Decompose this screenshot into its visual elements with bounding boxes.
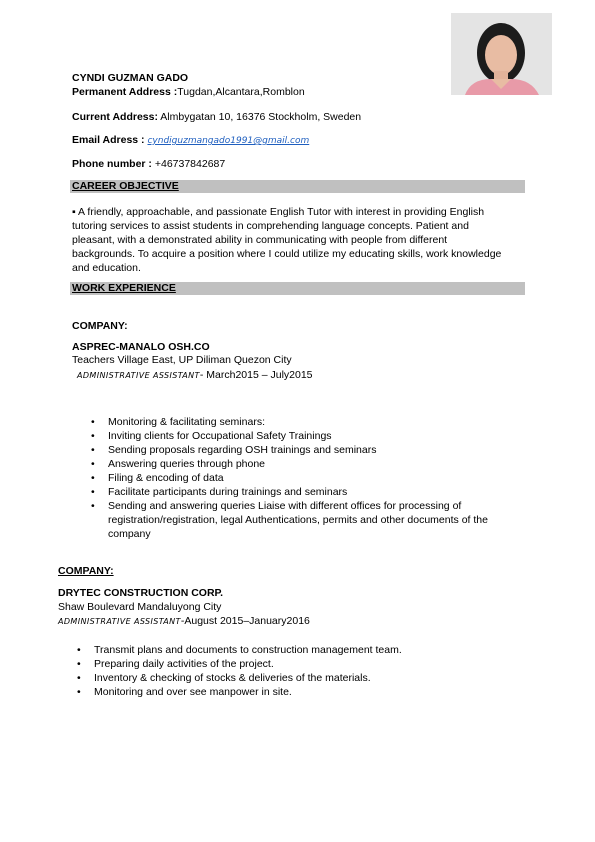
bullet-icon: • (77, 686, 81, 698)
phone-value: +46737842687 (154, 158, 226, 170)
list-item: • Facilitate participants during trainings and seminars (91, 486, 348, 498)
list-item: • Answering queries through phone (91, 458, 266, 470)
company-address: Shaw Boulevard Mandaluyong City (58, 601, 222, 613)
job-period: - March2015 – July2015 (199, 369, 313, 381)
work-experience-heading: WORK EXPERIENCE (72, 282, 176, 294)
career-objective-heading: CAREER OBJECTIVE (72, 180, 179, 192)
company-name: ASPREC-MANALO OSH.CO (72, 341, 210, 353)
candidate-name: CYNDI GUZMAN GADO (72, 72, 189, 84)
job-title-line (77, 368, 313, 383)
bullet-icon: • (91, 416, 95, 428)
list-item-continued: company (108, 528, 151, 540)
permanent-address-value: Tugdan,Alcantara,Romblon (177, 86, 305, 98)
work-experience-heading-bar (70, 282, 525, 295)
bullet-icon: • (77, 658, 81, 670)
bullet-icon: • (91, 430, 95, 442)
job-role: ADMINISTRATIVE ASSISTANT (58, 617, 181, 626)
job-role: ADMINISTRATIVE ASSISTANT (77, 371, 200, 380)
permanent-address (72, 85, 305, 99)
list-item: • Monitoring & facilitating seminars: (91, 416, 265, 428)
bullet-icon: • (91, 472, 95, 484)
career-line: and education. (72, 262, 141, 274)
career-objective-heading-bar (70, 180, 525, 193)
email-link[interactable]: cyndiguzmangado1991@gmail.com (147, 136, 310, 146)
portrait-image (451, 13, 552, 95)
career-line: backgrounds. To acquire a position where I could utilize my educating skills, work knowledge (72, 248, 502, 260)
career-objective-text (72, 205, 528, 275)
duties-list (77, 643, 524, 699)
list-item: • Preparing daily activities of the project. (77, 658, 274, 670)
bullet-icon: • (91, 500, 95, 512)
bullet-icon: • (91, 486, 95, 498)
bullet-icon: • (77, 672, 81, 684)
list-item-continued: registration/registration, legal Authentications, permits and other documents of the (108, 514, 488, 526)
list-item: • Transmit plans and documents to construction management team. (77, 644, 402, 656)
current-address (72, 110, 361, 124)
phone-label: Phone number : (72, 158, 155, 170)
list-item: • Inventory & checking of stocks & deliveries of the materials. (77, 672, 371, 684)
phone (72, 157, 225, 171)
job-period: -August 2015–January2016 (180, 615, 310, 627)
job-title-line (58, 614, 310, 629)
duties-list (91, 415, 528, 541)
bullet-icon: • (91, 444, 95, 456)
email (72, 133, 309, 148)
career-line: ▪ A friendly, approachable, and passionate English Tutor with interest in providing English (72, 206, 485, 218)
bullet-icon: • (77, 644, 81, 656)
email-label: Email Adress : (72, 134, 148, 146)
career-line: pleasant, with a demonstrated ability in communicating with people from different (72, 234, 448, 246)
list-item: • Inviting clients for Occupational Safety Trainings (91, 430, 332, 442)
company-label: COMPANY: (58, 565, 114, 577)
profile-photo (451, 13, 552, 95)
current-address-value: Almbygatan 10, 16376 Stockholm, Sweden (157, 111, 362, 123)
permanent-address-label: Permanent Address : (72, 86, 178, 98)
list-item: • Monitoring and over see manpower in site. (77, 686, 292, 698)
company-label: COMPANY: (72, 320, 128, 332)
company-address: Teachers Village East, UP Diliman Quezon City (72, 354, 292, 366)
current-address-label: Current Address: (72, 111, 158, 123)
bullet-icon: • (91, 458, 95, 470)
career-line: tutoring services to assist students in comprehending language concepts. Patient and (72, 220, 469, 232)
list-item: • Filing & encoding of data (91, 472, 224, 484)
company-name: DRYTEC CONSTRUCTION CORP. (58, 587, 224, 599)
list-item: • Sending and answering queries Liaise with different offices for processing of (91, 500, 462, 512)
list-item: • Sending proposals regarding OSH trainings and seminars (91, 444, 377, 456)
